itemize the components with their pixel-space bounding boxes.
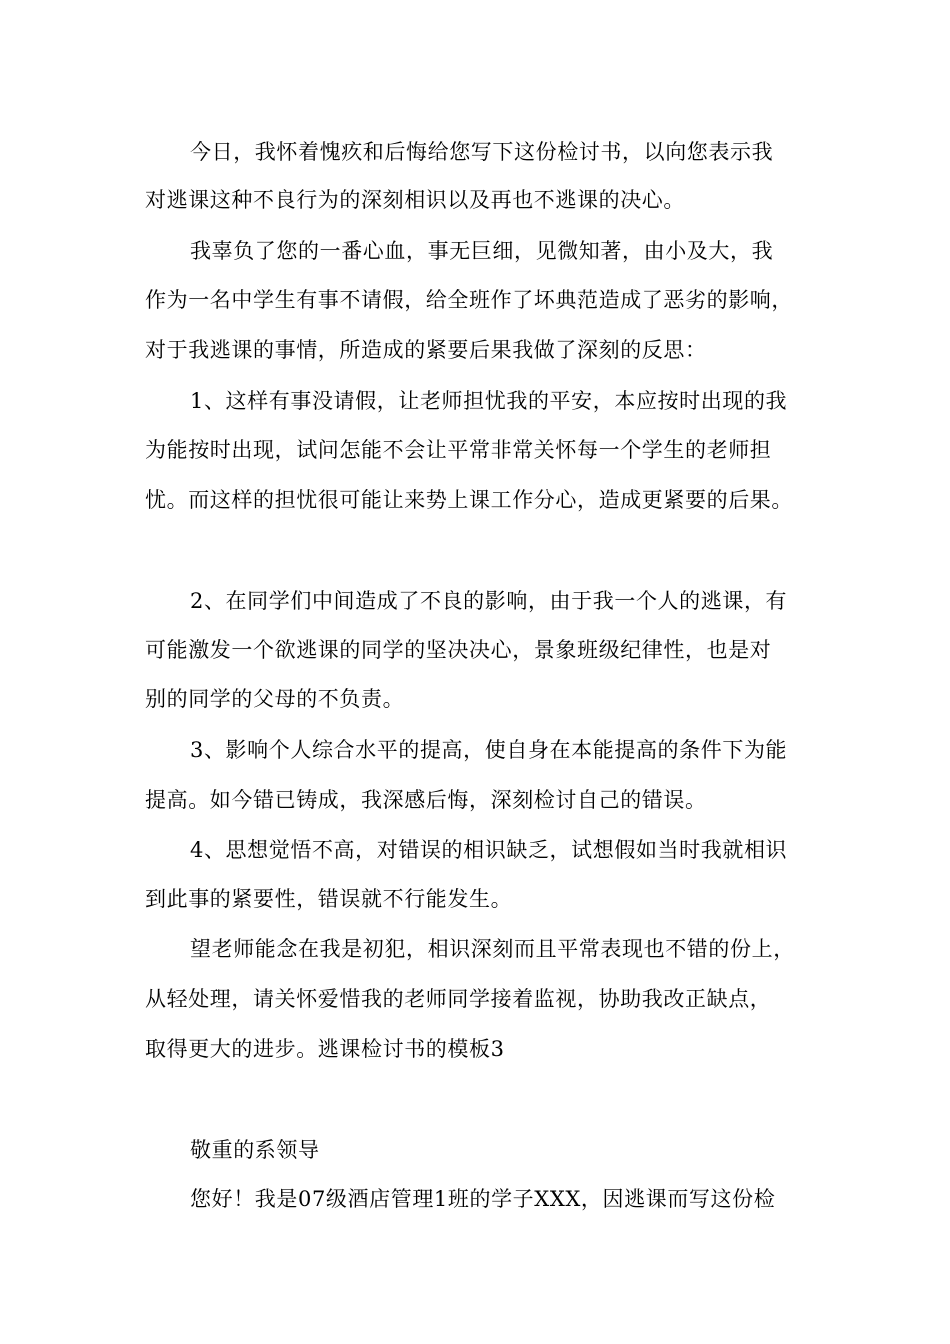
text-line: 望老师能念在我是初犯，相识深刻而且平常表现也不错的份上，	[190, 937, 795, 961]
text-line: 提高。如今错已铸成，我深感后悔，深刻检讨自己的错误。	[145, 788, 707, 812]
text-line: 3、影响个人综合水平的提高，使自身在本能提高的条件下为能	[190, 738, 788, 762]
salutation: 敬重的系领导	[190, 1138, 320, 1162]
text-line: 1、这样有事没请假，让老师担忧我的平安，本应按时出现的我	[190, 389, 788, 413]
text-line: 您好！我是07级酒店管理1班的学子XXX，因逃课而写这份检	[190, 1187, 776, 1211]
text-line: 对于我逃课的事情，所造成的紧要后果我做了深刻的反思：	[145, 338, 707, 362]
text-line: 我辜负了您的一番心血，事无巨细，见微知著，由小及大，我	[190, 239, 774, 263]
text-line: 取得更大的进步。逃课检讨书的模板3	[145, 1037, 505, 1061]
text-line: 为能按时出现，试问怎能不会让平常非常关怀每一个学生的老师担	[145, 438, 772, 462]
text-line: 2、在同学们中间造成了不良的影响，由于我一个人的逃课，有	[190, 589, 788, 613]
text-line: 从轻处理，请关怀爱惜我的老师同学接着监视，协助我改正缺点，	[145, 987, 772, 1011]
text-line: 到此事的紧要性，错误就不行能发生。	[145, 887, 513, 911]
text-line: 作为一名中学生有事不请假，给全班作了坏典范造成了恶劣的影响，	[145, 288, 793, 312]
text-line: 忧。而这样的担忧很可能让来势上课工作分心，造成更紧要的后果。	[145, 488, 793, 512]
text-line: 今日，我怀着愧疚和后悔给您写下这份检讨书，以向您表示我	[190, 140, 774, 164]
text-line: 4、思想觉悟不高，对错误的相识缺乏，试想假如当时我就相识	[190, 838, 788, 862]
text-line: 别的同学的父母的不负责。	[145, 687, 405, 711]
text-line: 对逃课这种不良行为的深刻相识以及再也不逃课的决心。	[145, 188, 685, 212]
text-line: 可能激发一个欲逃课的同学的坚决决心，景象班级纪律性，也是对	[145, 638, 772, 662]
